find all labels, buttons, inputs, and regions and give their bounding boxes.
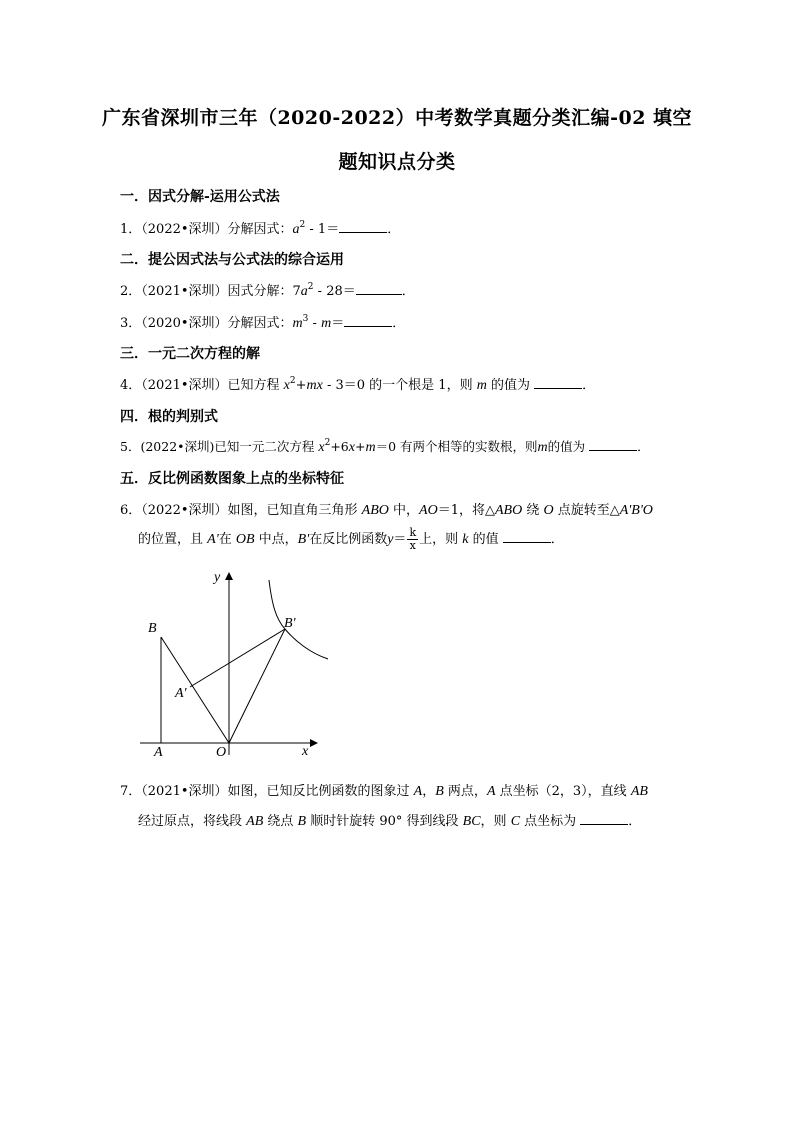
question-3: 3．（2020•深圳）分解因式：$m^3 - m=$ ．	[120, 313, 406, 331]
question-6-line1: 6．（2022•深圳）如图，已知直角三角形 ABO 中，AO＝1，将△ABO 绕 O 点旋转至△A'B'O	[120, 503, 653, 518]
label-x: x	[302, 744, 309, 759]
label-B: B	[148, 621, 157, 636]
x-axis-arrow	[310, 739, 318, 747]
page-title-line1: 广东省深圳市三年（2020-2022）中考数学真题分类汇编-02 填空	[101, 107, 693, 129]
page-title-line2: 题知识点分类	[338, 151, 456, 173]
geometry-figure	[130, 565, 340, 760]
hyperbola-curve	[269, 580, 328, 659]
section-heading-2: 二．提公因式法与公式法的综合运用	[120, 252, 344, 268]
question-1: 1．（2022•深圳）分解因式：$a^2 - 1=$ ．	[120, 219, 401, 237]
answer-blank-1[interactable]	[339, 220, 387, 233]
section-heading-4: 四．根的判别式	[120, 409, 218, 425]
question-2: 2．（2021•深圳）因式分解：$7a^2 - 28=$ ．	[120, 281, 415, 299]
label-O: O	[216, 745, 227, 760]
fraction-k-over-x: $\frac{k}{x}$	[409, 526, 417, 552]
label-Bprime: B'	[284, 616, 296, 631]
question-7-line2: 经过原点，将线段 AB 绕点 B 顺时针旋转 90° 得到线段 BC，则 C 点坐标为 ．	[138, 814, 642, 829]
section-heading-5: 五．反比例函数图象上点的坐标特征	[120, 471, 344, 487]
label-Aprime: A'	[175, 686, 187, 701]
section-heading-3: 三．一元二次方程的解	[120, 346, 260, 362]
answer-blank-5[interactable]	[589, 438, 637, 451]
answer-blank-7[interactable]	[580, 812, 628, 825]
answer-blank-2[interactable]	[356, 282, 402, 295]
question-7-line1: 7．（2021•深圳）如图，已知反比例函数的图象过 A，B 两点，A 点坐标（2，3），直线 AB	[120, 784, 648, 799]
answer-blank-6[interactable]	[503, 530, 551, 543]
answer-blank-4[interactable]	[534, 376, 582, 389]
y-axis-arrow	[225, 572, 233, 580]
segment-BO	[161, 637, 229, 743]
question-4: 4．（2021•深圳）已知方程 $x^2+mx - 3=0$ 的一个根是 1，则 m 的值为 ．	[120, 375, 596, 393]
question-6-line2: 的位置，且 A'在 OB 中点，B'在反比例函数y＝ $\frac{k}{x}$ 上，则 k 的值 ．	[138, 526, 564, 552]
label-A: A	[154, 745, 163, 760]
label-y: y	[214, 570, 221, 585]
answer-blank-3[interactable]	[344, 314, 392, 327]
section-heading-1: 一．因式分解-运用公式法	[120, 189, 280, 205]
question-5: 5．(2022•深圳)已知一元二次方程 $x^2+6x+m=0$ 有两个相等的实数根，则m的值为 ．	[120, 437, 650, 455]
